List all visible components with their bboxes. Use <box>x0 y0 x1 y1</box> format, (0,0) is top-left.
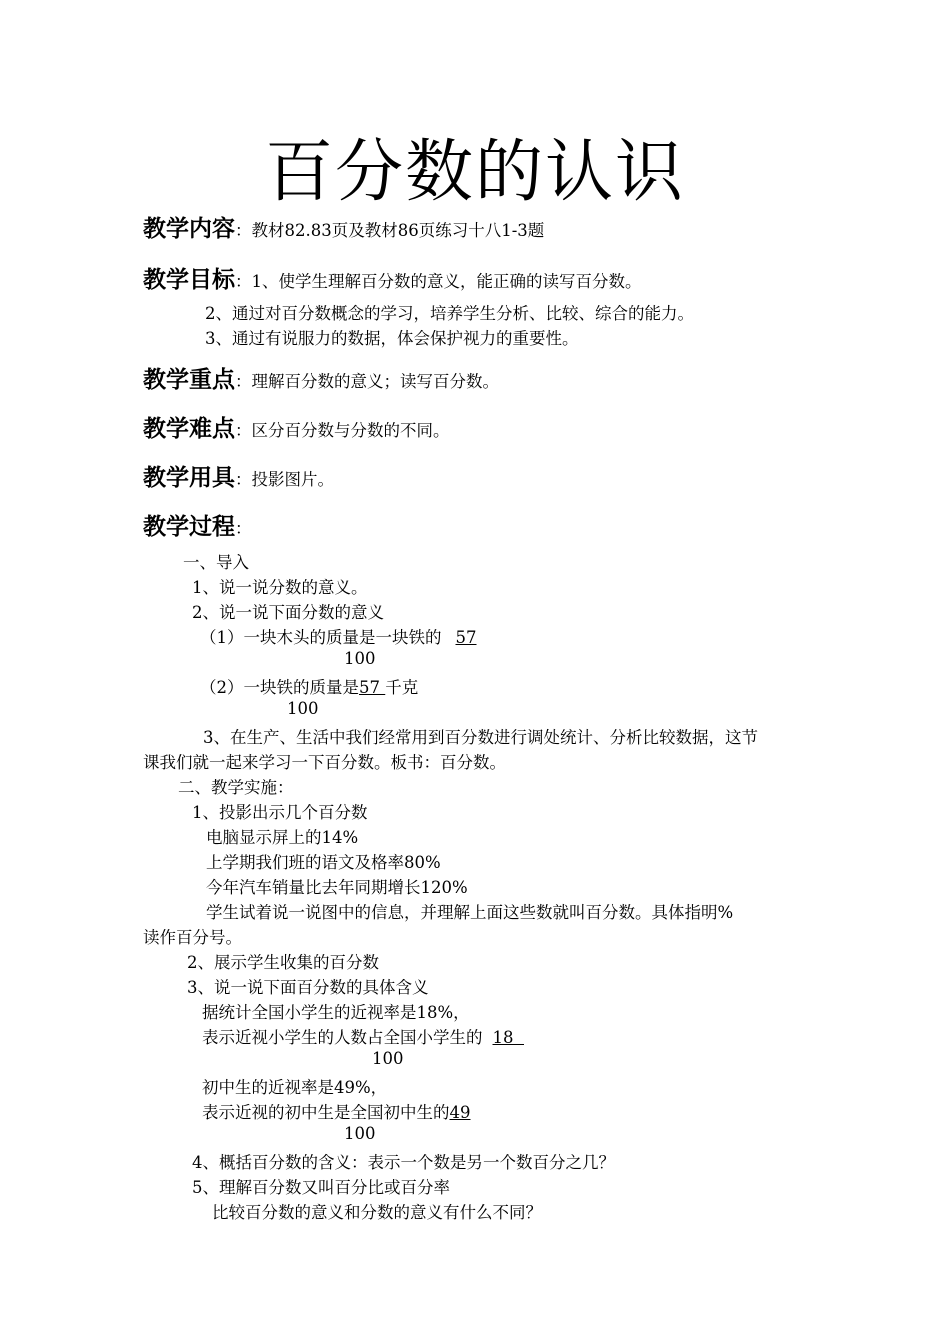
section-label: 教学目标 <box>143 267 235 293</box>
section-text: ：理解百分数的意义；读写百分数。 <box>235 372 499 391</box>
example-line: 今年汽车销量比去年同期增长120% <box>206 878 468 897</box>
section-tools <box>143 459 334 492</box>
implement-step-3: 3、说一说下面百分数的具体含义 <box>187 978 429 997</box>
question-text: （2）一块铁的质量是 <box>200 678 359 697</box>
section-keypoint <box>143 361 499 394</box>
meaning-line <box>202 1099 471 1123</box>
intro-step-1: 1、说一说分数的意义。 <box>192 578 368 597</box>
fraction-numerator: 57 <box>359 678 386 697</box>
example-note-line-1: 学生试着说一说图中的信息，并理解上面这些数就叫百分数。具体指明% <box>206 903 734 922</box>
example-note-line-2: 读作百分号。 <box>143 928 242 947</box>
section-label: 教学难点 <box>143 416 235 442</box>
page-title: 百分数的认识 <box>264 133 685 212</box>
intro-question-2 <box>200 674 418 698</box>
meaning-text: 表示近视的初中生是全国初中生的 <box>202 1103 450 1122</box>
example-line: 电脑显示屏上的14% <box>206 828 359 847</box>
intro-question-1 <box>200 624 477 648</box>
meaning-line: 据统计全国小学生的近视率是18%， <box>202 1003 470 1022</box>
section-text: ：教材82.83页及教材86页练习十八1-3题 <box>235 221 545 240</box>
fraction-numerator: 18 <box>492 1028 524 1047</box>
section-goals <box>143 261 642 294</box>
section-label: 教学用具 <box>143 465 235 491</box>
section-text: ：投影图片。 <box>235 470 334 489</box>
fraction-denominator: 100 <box>287 699 319 718</box>
fraction-denominator: 100 <box>344 649 376 668</box>
section-content <box>143 210 544 243</box>
implement-step-4: 4、概括百分数的含义：表示一个数是另一个数百分之几？ <box>192 1153 615 1172</box>
goal-item-3: 3、通过有说服力的数据，体会保护视力的重要性。 <box>205 329 579 348</box>
meaning-text: 表示近视小学生的人数占全国小学生的 <box>202 1028 483 1047</box>
intro-heading: 一、导入 <box>183 553 249 572</box>
section-label: 教学内容 <box>143 216 235 242</box>
implement-step-6: 比较百分数的意义和分数的意义有什么不同？ <box>212 1203 542 1222</box>
fraction-numerator: 57 <box>455 628 477 647</box>
question-text: （1）一块木头的质量是一块铁的 <box>200 628 442 647</box>
section-label: 教学过程 <box>143 514 235 540</box>
fraction-numerator: 49 <box>449 1103 471 1122</box>
implement-heading: 二、教学实施： <box>178 778 294 797</box>
implement-step-2: 2、展示学生收集的百分数 <box>187 953 379 972</box>
question-unit: 千克 <box>385 678 419 697</box>
section-text: ：1、使学生理解百分数的意义，能正确的读写百分数。 <box>235 272 642 291</box>
example-line: 上学期我们班的语文及格率80% <box>206 853 441 872</box>
fraction-denominator: 100 <box>344 1124 376 1143</box>
implement-step-5: 5、理解百分数又叫百分比或百分率 <box>192 1178 450 1197</box>
implement-step-1: 1、投影出示几个百分数 <box>192 803 368 822</box>
section-text: ：区分百分数与分数的不同。 <box>235 421 450 440</box>
section-process <box>143 508 252 541</box>
fraction-denominator: 100 <box>372 1049 404 1068</box>
goal-item-2: 2、通过对百分数概念的学习，培养学生分析、比较、综合的能力。 <box>205 304 694 323</box>
intro-step-3-line-2: 课我们就一起来学习一下百分数。板书：百分数。 <box>143 753 506 772</box>
section-difficulty <box>143 410 450 443</box>
section-text: ： <box>235 519 252 538</box>
section-label: 教学重点 <box>143 367 235 393</box>
intro-step-3-line-1: 3、在生产、生活中我们经常用到百分数进行调处统计、分析比较数据，这节 <box>203 728 758 747</box>
intro-step-2: 2、说一说下面分数的意义 <box>192 603 384 622</box>
meaning-line <box>202 1024 524 1048</box>
meaning-line: 初中生的近视率是49%， <box>202 1078 388 1097</box>
